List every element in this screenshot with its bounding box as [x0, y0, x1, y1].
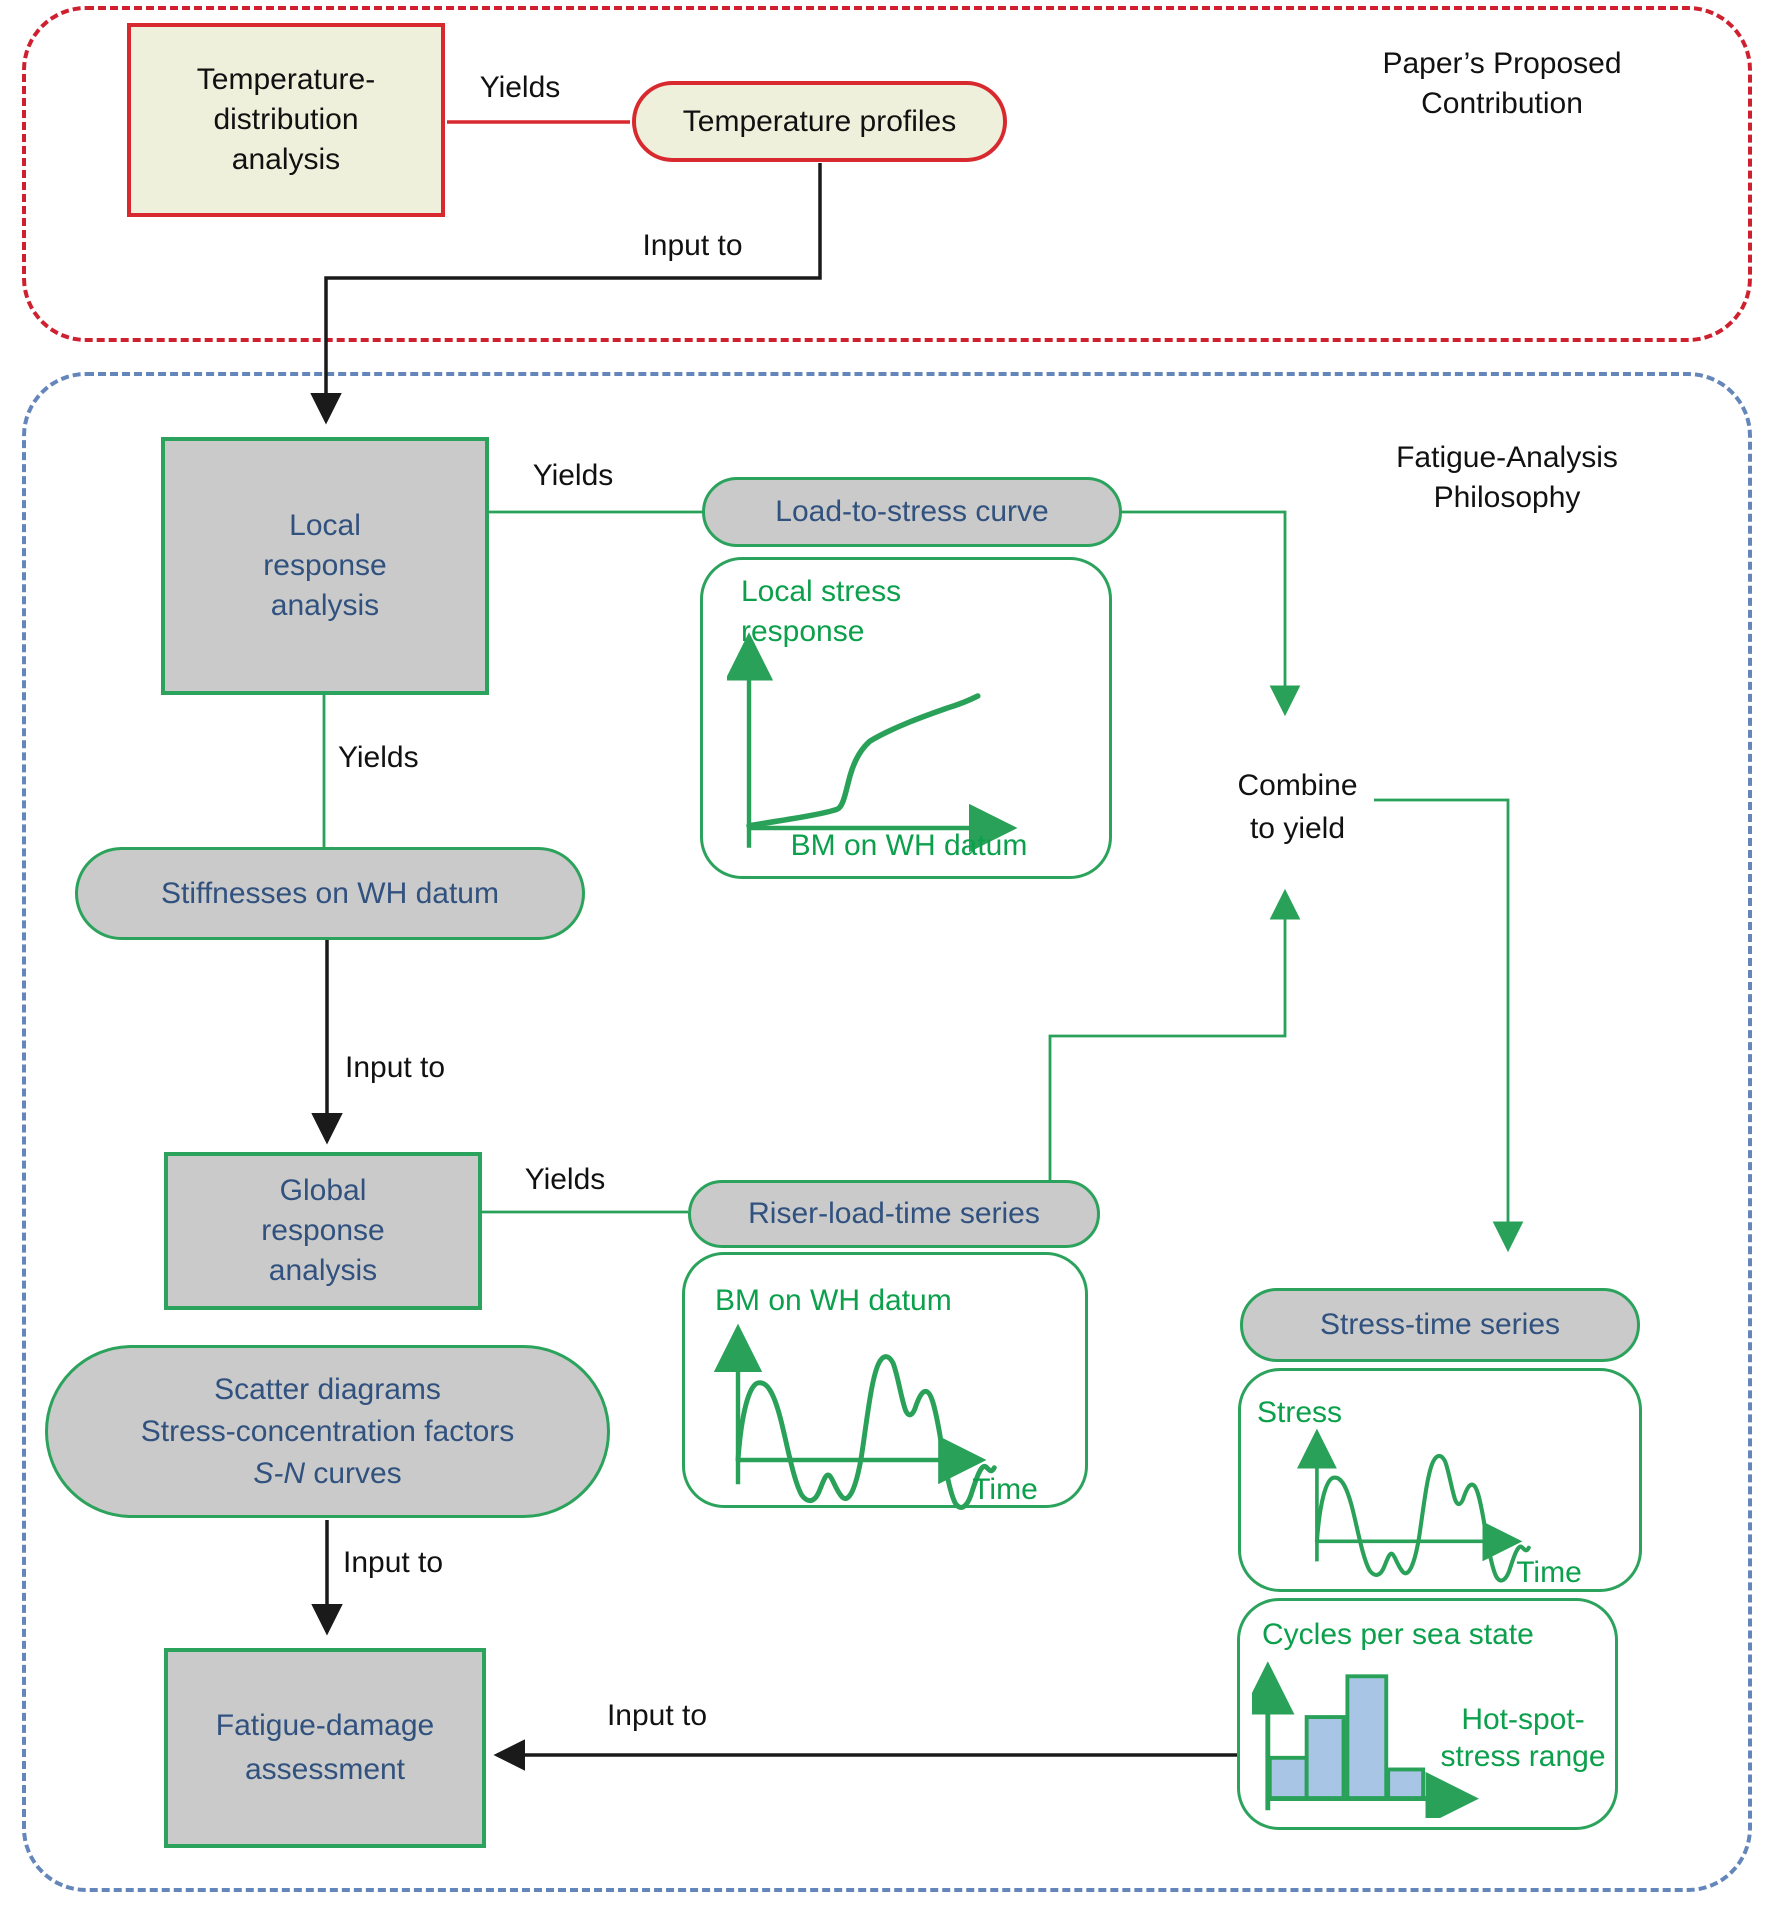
- combine-line2: to yield: [1249, 812, 1346, 845]
- edge-label-yields-load: Yields: [532, 459, 614, 492]
- scatter-line2: Stress-concentration factors: [140, 1414, 515, 1448]
- stress-time-graph-title: Stress: [1257, 1396, 1343, 1429]
- cycles-graph-title: Cycles per sea state: [1262, 1618, 1534, 1651]
- node-riser-load-time-series: [688, 1180, 1100, 1248]
- edge-label-combine-to-yield: [1180, 764, 1415, 850]
- edge-label-input-to-fatigue-bottom: Input to: [606, 1699, 708, 1732]
- scatter-sn-italic: S-N: [253, 1456, 305, 1490]
- load-stress-xlabel: BM on WH datum: [790, 829, 1028, 862]
- edge-label-input-to-global: Input to: [345, 1051, 446, 1084]
- cycles-annotation: [1428, 1701, 1618, 1775]
- local-response-line2: response: [263, 549, 387, 582]
- load-stress-title-line1: Local stress: [741, 575, 902, 608]
- scatter-line3: [253, 1453, 401, 1495]
- load-stress-curve-plot: [727, 608, 1057, 861]
- node-scatter-diagrams: [45, 1345, 610, 1518]
- temp-profiles-label: Temperature profiles: [682, 104, 957, 138]
- node-local-response-analysis: [161, 437, 489, 695]
- cycles-note-line2: stress range: [1440, 1740, 1606, 1773]
- node-stiffnesses-wh-datum: [75, 847, 585, 940]
- scatter-line1: Scatter diagrams: [214, 1372, 441, 1406]
- node-temperature-distribution: [127, 23, 445, 217]
- scatter-sn-rest: curves: [304, 1456, 402, 1490]
- philosophy-title-line2: Philosophy: [1433, 481, 1581, 514]
- edge-label-yields-temp: Yields: [479, 71, 561, 104]
- node-global-response-analysis: [164, 1152, 482, 1310]
- temp-dist-line2: distribution: [213, 103, 359, 136]
- temp-dist-line1: Temperature-: [196, 63, 376, 96]
- global-response-line3: analysis: [268, 1254, 378, 1287]
- stiffnesses-label: Stiffnesses on WH datum: [161, 876, 499, 910]
- node-load-to-stress-curve: [702, 477, 1122, 547]
- graphbox-cycles-histogram: [1237, 1598, 1618, 1830]
- graphbox-load-stress: [700, 557, 1112, 879]
- combine-line1: Combine: [1237, 769, 1358, 802]
- riser-load-label: Riser-load-time series: [748, 1197, 1040, 1230]
- histogram-bar: [1347, 1676, 1386, 1798]
- philosophy-section-title: [1307, 438, 1707, 518]
- edge-label-input-to-local: Input to: [642, 229, 743, 262]
- fatigue-line2: assessment: [244, 1753, 406, 1786]
- load-stress-curve: [749, 696, 978, 826]
- contribution-title-line1: Paper’s Proposed: [1382, 47, 1622, 80]
- histogram-bar: [1307, 1717, 1344, 1799]
- histogram-bar: [1270, 1758, 1307, 1799]
- temp-dist-line3: analysis: [231, 143, 341, 176]
- node-temperature-profiles: [632, 81, 1007, 162]
- global-response-line2: response: [261, 1214, 385, 1247]
- contribution-section-title: [1302, 44, 1702, 124]
- riser-time-xlabel: Time: [972, 1473, 1038, 1506]
- fatigue-line1: Fatigue-damage: [215, 1709, 435, 1742]
- stress-time-label: Stress-time series: [1319, 1308, 1561, 1341]
- edge-label-yields-stiff: Yields: [338, 741, 419, 774]
- node-stress-time-series: [1240, 1288, 1640, 1362]
- load-to-stress-label: Load-to-stress curve: [775, 495, 1049, 528]
- local-response-line1: Local: [289, 509, 361, 542]
- node-fatigue-damage-assessment: [164, 1648, 486, 1848]
- cycles-note-line1: Hot-spot-: [1461, 1703, 1585, 1736]
- edge-label-yields-riser: Yields: [524, 1163, 606, 1196]
- edge-label-input-to-fatigue-left: Input to: [343, 1546, 444, 1579]
- graphbox-stress-time: [1238, 1368, 1642, 1592]
- graphbox-riser-time: [682, 1252, 1088, 1508]
- histogram-bar: [1388, 1769, 1423, 1798]
- philosophy-title-line1: Fatigue-Analysis: [1396, 441, 1618, 474]
- contribution-title-line2: Contribution: [1421, 87, 1583, 120]
- riser-time-graph-title: BM on WH datum: [715, 1284, 952, 1317]
- load-stress-title-line2: response: [741, 615, 865, 648]
- stress-time-xlabel: Time: [1516, 1556, 1582, 1589]
- local-response-line3: analysis: [270, 589, 380, 622]
- global-response-line1: Global: [279, 1174, 367, 1207]
